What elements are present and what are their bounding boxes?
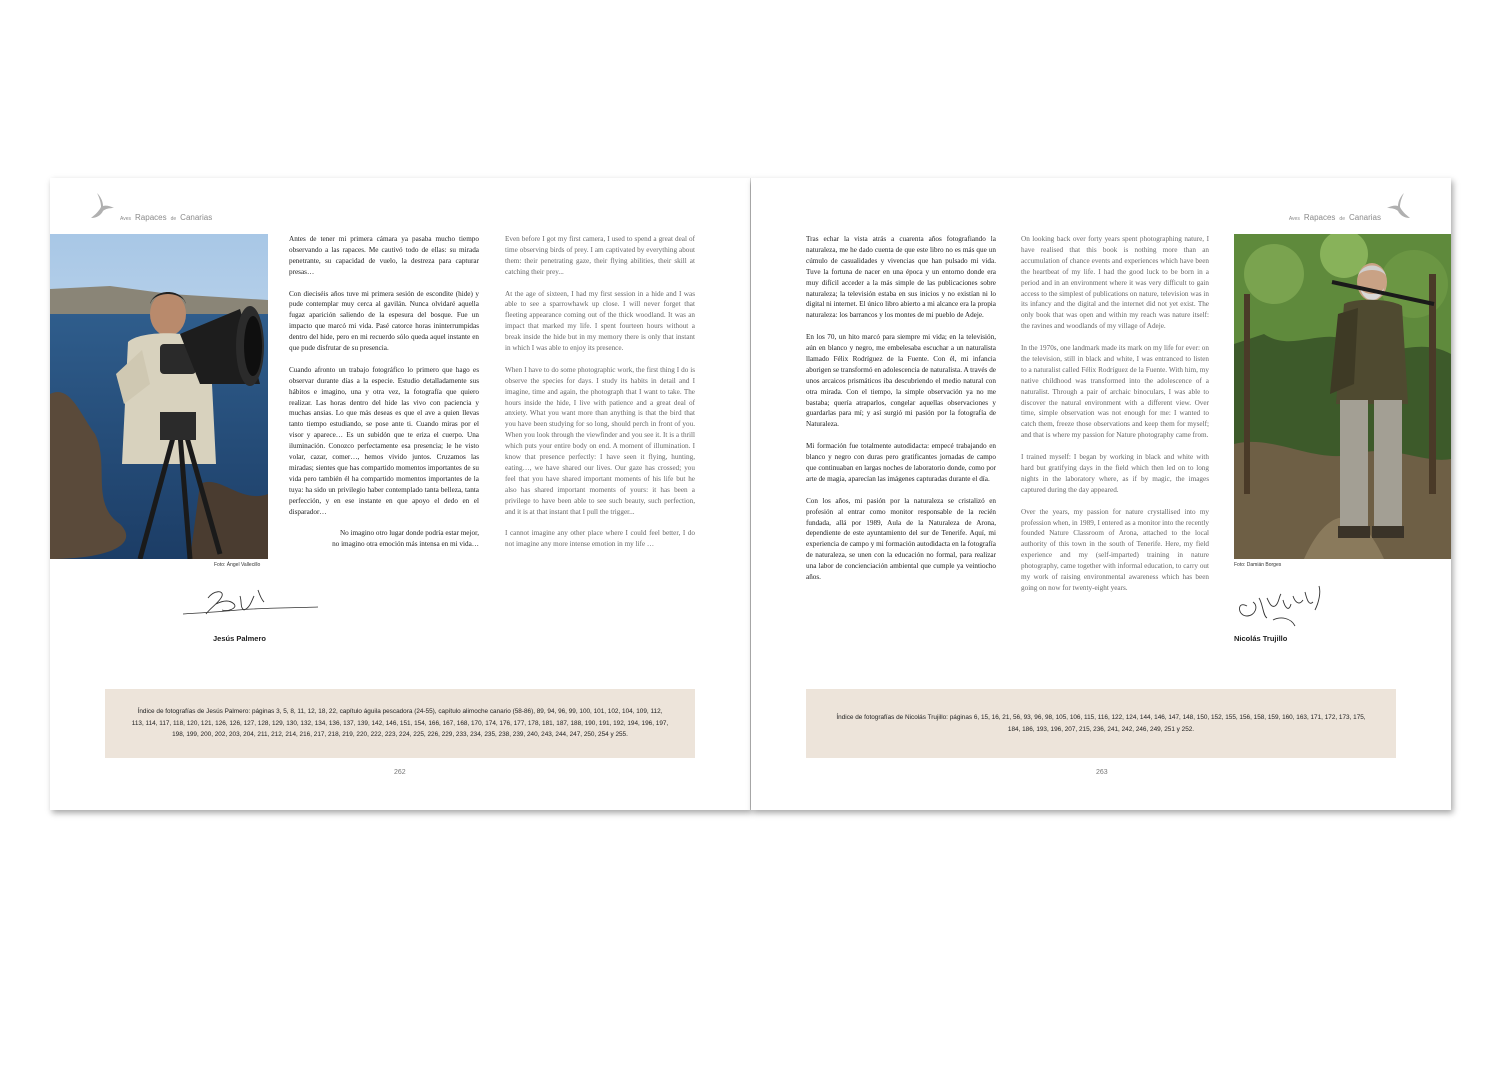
page-number: 263 [1096,769,1108,776]
paragraph: Cuando afronto un trabajo fotográfico lo primero que hago es observar durante días a la especie. Estudio detalladamente sus hábitos e imagino, una y otra vez, la fotografía que quiero realizar. Las horas dentro del hide las vivo con paciencia y muchas ansias. Lo que más deseas es que el ave a quien llevas tanto tiempo estudiando, se pose ante ti. Cuando miras por el visor y aparece… Es un subidón que te eriza el cuerpo. Una iluminación. Conozco perfectamente esa presencia; le he visto volar, cazar, comer…, hemos vivido juntos. Cruzamos las miradas; sientes que has compartido momentos importantes de su vida pero también él ha compartido momentos importantes de la tuya: ha sido un privilegio haber contemplado tanta belleza, tanta perfección, y en ese instante en que apoyo el dedo en el disparador… [289,365,479,516]
paragraph: Con los años, mi pasión por la naturaleza se cristalizó en profesión al entrar como monitor responsable de la recién fundada, allá por 1989, Aula de la Naturaleza de Arona, dependiente de este ayuntamiento del sur de Tenerife. Aquí, mi experiencia de campo y mi formación autodidacta en la fotografía de naturaleza, se unen con la educación no formal, para realizar una labor de concienciación ambiental que cumple ya veintiocho años. [806,496,996,582]
paragraph: At the age of sixteen, I had my first session in a hide and I was able to see a sparrowhawk up close. I will never forget that fleeting appearance coming out of the thick woodland. It was an impact that marked my life. I spent fourteen hours without a break inside the hide but in my memory there is only that instant in which I was able to enjoy its presence. [505,289,695,353]
bird-logo-icon [88,192,116,222]
signature-name: Nicolás Trujillo [1234,634,1288,643]
logo-word-rapaces: Rapaces [135,213,167,222]
photo-caption: Foto: Damián Borges [1234,562,1282,568]
paragraph: Mi formación fue totalmente autodidacta: empecé trabajando en blanco y negro con duras pero gratificantes jornadas de campo que continuaban en largas noches de laboratorio donde, como por arte de magia, aparecían las imágenes capturadas durante el día. [806,442,996,483]
paragraph: Antes de tener mi primera cámara ya pasaba mucho tiempo observando a las rapaces. Me cautivó todo de ellas: su mirada penetrante, su capacidad de vuelo, la destreza para capturar presas… [289,235,479,276]
english-text-column [505,234,695,561]
paragraph: I trained myself: I began by working in black and white with hard but gratifying days in the field which then led on to long nights in the laboratory where, as if by magic, the images captured during the day appeared. [1021,453,1209,494]
logo-word-de: de [1339,216,1345,222]
paragraph: Over the years, my passion for nature crystallised into my profession when, in 1989, I entered as a monitor into the recently founded Nature Classroom of Arona, attached to the local authority of this town in the south of Tenerife. Here, my field experience and my (self-imparted) training in nature photography, came together with informal education, to carry out my work of raising environmental awareness which has been going on now for twenty-eight years. [1021,507,1209,592]
spanish-text-column [289,234,479,561]
photo-index-box [105,689,695,758]
page-number: 262 [394,769,406,776]
photographer-photo-nicolas [1234,234,1451,559]
logo-word-aves: Aves [120,216,132,222]
paragraph: Even before I got my first camera, I used to spend a great deal of time observing birds of prey. I am captivated by everything about them: their penetrating gaze, their flying abilities, their skill at catching their prey... [505,235,695,276]
spanish-text-column [806,234,996,594]
series-logo [1289,192,1413,222]
bird-logo-icon [1385,192,1413,222]
paragraph: When I have to do some photographic work, the first thing I do is observe the species for days. I study its habits in detail and I imagine, time and again, the photograph that I want to take. The hours inside the hide, I live with patience and a great deal of anxiety. What you want more than anything is that the bird that you have been studying for so long, should perch in front of you. When you look through the viewfinder and you see it. It is a thrill which puts your entire body on end. A moment of illumination. I know that presence perfectly: I have seen it flying, hunting, eating…, we have shared our lives. Our gaze has crossed; you feel that you have shared important moments of his life but he also has shared important moments of yours: it has been a privilege to have been able to see such beauty, such perfection, and it is at that instant that I pull the trigger... [505,365,695,516]
paragraph: En los 70, un hito marcó para siempre mi vida; en la televisión, aún en blanco y negro, me embelesaba escuchar a un naturalista llamado Félix Rodríguez de la Fuente. Con él, mi infancia aborigen se transformó en adolescencia de naturalista. A través de unos arcaicos prismáticos iba descubriendo el medio natural con otra mirada. Con el tiempo, la simple observación ya no me bastaba; quería atraparlos, congelar aquellas observaciones y guardarlas para mí; y así surgió mi pasión por la fotografía de Naturaleza. [806,333,996,429]
logo-word-de: de [170,216,177,222]
paragraph: In the 1970s, one landmark made its mark on my life for ever: on the television, still in black and white, I was entranced to listen to a naturalist called Félix Rodríguez de la Fuente. With him, my native childhood was transformed into the adolescence of a naturalist. Through a pair of archaic binoculars, I was able to discover the natural environment with a different view. Over time, simple observation was not enough for me: I wanted to catch them, freeze those observations and keep them for myself; and that is where my passion for Nature photography came from. [1021,344,1209,440]
logo-word-rapaces: Rapaces [1303,213,1336,222]
signature-icon [1233,582,1328,630]
logo-word-canarias: Canarias [1348,213,1381,222]
signature-name: Jesús Palmero [213,634,266,643]
right-page [751,178,1451,810]
english-text-column [1021,234,1209,605]
paragraph: Con dieciséis años tuve mi primera sesión de esconditе (hide) y pude contemplar muy cerca al gavilán. Nunca olvidaré aquella fugaz aparición saliendo de la espesura del bosque. Fue un impacto que marcó mi vida. Pasé catorce horas ininterrumpidas dentro del hide, pero en mi recuerdo sólo queda aquel instante en que pude disfrutar de su presencia. [289,289,479,353]
photo-index-text: Índice de fotografías de Jesús Palmero: páginas 3, 5, 8, 11, 12, 18, 22, capítulo águila pescadora (24-55), capítulo alimoche canario (58-86), 89, 94, 96, 99, 100, 101, 102, 104, 109, 112, 113, 114, 117, 118, 120, 121, 126, 126, 127, 128, 129, 130, 132, 134, 136, 137, 139, 142, 146, 151, 154, 166, 167, 168, 170, 174, 176, 177, 178, 181, 187, 188, 190, 191, 192, 194, 196, 197, 198, 199, 200, 202, 203, 204, 211, 212, 214, 216, 217, 218, 219, 220, 222, 223, 224, 225, 226, 229, 233, 234, 235, 238, 239, 240, 243, 244, 247, 250, 254 y 255. [131,708,669,739]
photographer-photo-jesus [50,234,268,559]
photo-index-text: Índice de fotografías de Nicolás Trujillo: páginas 6, 15, 16, 21, 56, 93, 96, 98, 105, 106, 115, 116, 122, 124, 144, 146, 147, 148, 150, 152, 155, 156, 158, 159, 160, 163, 171, 172, 173, 175, 184, 186, 193, 196, 207, 215, 236, 241, 242, 246, 249, 251 y 252. [836,714,1366,733]
paragraph: I cannot imagine any other place where I could feel better, I do not imagine any more intense emotion in my life … [505,529,695,549]
photo-caption: Foto: Ángel Vallecillo [214,562,261,568]
photo-index-box [806,689,1396,758]
logo-word-canarias: Canarias [180,213,213,222]
signature-icon [178,586,323,620]
left-page [50,178,750,810]
closing-paragraph: No imagino otro lugar donde podría estar mejor, no imagino otra emoción más intensa en mi vida… [332,529,479,549]
logo-word-aves: Aves [1288,216,1300,222]
paragraph: On looking back over forty years spent photographing nature, I have realised that this book is nothing more than an accumulation of chance events and experiences which have been the heartbeat of my life. I had the good luck to be born in a period and in an environment where it was very difficult to gain access to the simplest of publications on nature, television was in its infancy and the digital and the internet did not yet exist. The only book that was open and within my reach was nature itself: the ravines and woodlands of my village of Adeje. [1021,235,1209,331]
paragraph: Tras echar la vista atrás a cuarenta años fotografiando la naturaleza, me he dado cuenta de que este libro no es más que un cúmulo de casualidades y vivencias que han pulsado mi vida. Tuve la fortuna de nacer en una época y un entorno donde era muy difícil acceder a la más simple de las publicaciones sobre naturaleza; la televisión estaba en sus inicios y no existían ni lo digital ni internet. El único libro abierto a mi alcance era la propia naturaleza: los barrancos y los montes de mi pueblo de Adeje. [806,235,996,320]
series-logo [88,192,212,222]
